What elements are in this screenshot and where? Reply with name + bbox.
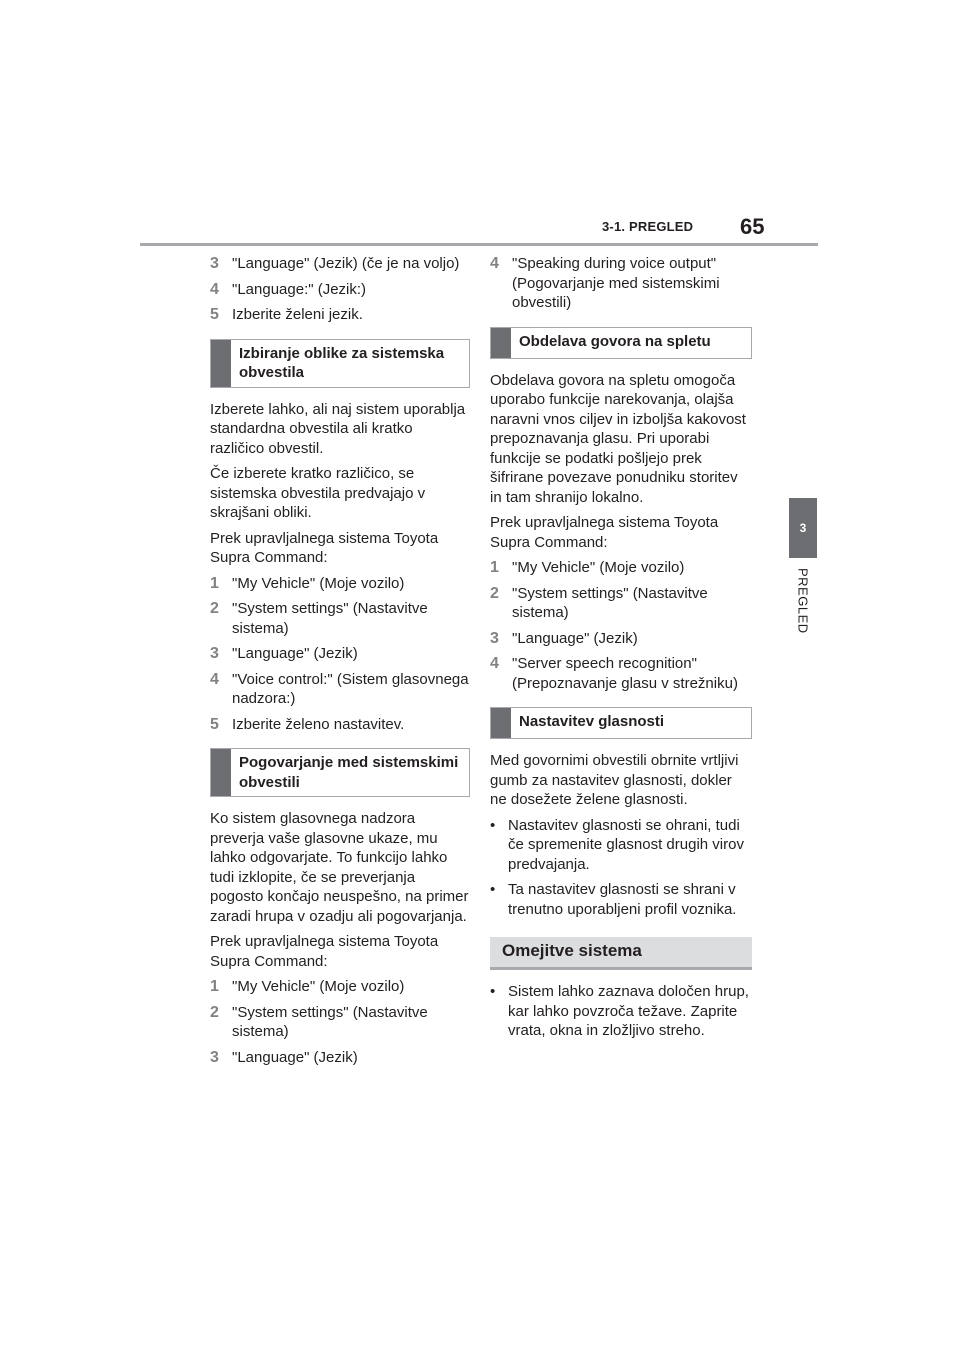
step-number: 1 [210, 574, 219, 592]
bullet-text: Sistem lahko zaznava določen hrup, kar lahko povzroča težave. Zaprite vrata, okna in zložljivo streho. [508, 983, 749, 1039]
section-heading: Izbiranje oblike za sistemska obvestila [239, 344, 445, 381]
step-number: 1 [490, 559, 499, 576]
step-item [210, 574, 470, 594]
chapter-label: PREGLED [795, 568, 811, 634]
section-heading: Pogovarjanje med sistemskimi obvestili [239, 754, 459, 791]
step-item [210, 977, 470, 997]
section-heading-box [490, 327, 752, 359]
bullet-item [490, 816, 752, 875]
step-item [210, 1048, 470, 1068]
major-heading-box [490, 937, 752, 970]
step-item [210, 599, 470, 638]
step-number: 4 [210, 280, 219, 298]
step-number: 2 [210, 1003, 219, 1021]
bullet-list [490, 982, 752, 1041]
step-item [210, 305, 470, 325]
step-list [490, 558, 752, 693]
right-column [490, 254, 752, 1047]
step-number: 2 [490, 584, 499, 602]
step-number: 3 [210, 255, 219, 272]
paragraph: Med govornimi obvestili obrnite vrtljivi gumb za nastavitev glasnosti, dokler ne dosežete želene glasnosti. [490, 752, 739, 808]
bullet-icon: • [490, 881, 496, 898]
paragraph: Prek upravljalnega sistema Toyota Supra Command: [490, 514, 719, 551]
step-list [490, 254, 752, 313]
step-text: "System settings" (Nastavitve sistema) [512, 584, 708, 621]
paragraph: Izberete lahko, ali naj sistem uporablja standardna obvestila ali kratko različico obvestil. [210, 400, 466, 457]
step-text: "Language" (Jezik) [512, 629, 638, 647]
step-item [490, 254, 752, 313]
page-number: 65 [740, 214, 765, 239]
bullet-item [490, 982, 752, 1041]
step-text: "My Vehicle" (Moje vozilo) [232, 978, 405, 995]
step-number: 4 [210, 670, 219, 688]
step-number: 5 [210, 306, 219, 323]
major-heading: Omejitve sistema [502, 941, 642, 960]
step-number: 4 [490, 655, 499, 672]
section-heading-box [210, 748, 470, 797]
step-list [210, 574, 470, 735]
step-item [490, 558, 752, 578]
step-item [210, 715, 470, 735]
step-text: "Speaking during voice output" (Pogovarjanje med sistemskimi obvestili) [512, 255, 720, 311]
step-number: 2 [210, 600, 219, 617]
left-column [210, 254, 470, 1073]
paragraph: Če izberete kratko različico, se sistemska obvestila predvajajo v skrajšani obliki. [210, 465, 426, 521]
step-number: 3 [210, 1048, 219, 1066]
bullet-list [490, 816, 752, 920]
step-item [490, 654, 752, 693]
step-list [210, 977, 470, 1067]
step-text: "Language:" (Jezik:) [232, 280, 367, 298]
heading-bar [211, 749, 231, 796]
step-text: "System settings" (Nastavitve sistema) [232, 600, 428, 637]
step-text: Izberite želeno nastavitev. [232, 715, 405, 733]
step-item [210, 1003, 470, 1042]
paragraph: Obdelava govora na spletu omogoča uporabo funkcije narekovanja, olajša naravni vnos ciljev in izboljša kakovost prepoznavanja glasu. Pri uporabi funkcije se podatki pošljejo prek šifrirane povezave ponudniku storitev in tam shranijo lokalno. [490, 371, 746, 506]
step-item [210, 670, 470, 709]
step-item [490, 584, 752, 623]
header-rule [140, 243, 818, 246]
step-number: 5 [210, 715, 219, 733]
step-number: 3 [490, 629, 499, 647]
chapter-tab: 3 [789, 498, 817, 558]
step-item [490, 629, 752, 649]
step-text: "Language" (Jezik) [232, 1048, 358, 1066]
step-text: "My Vehicle" (Moje vozilo) [512, 559, 685, 576]
heading-bar [211, 340, 231, 387]
step-item [210, 644, 470, 664]
step-number: 1 [210, 978, 219, 995]
step-text: Izberite želeni jezik. [232, 306, 363, 323]
step-text: "Language" (Jezik) (če je na voljo) [232, 255, 460, 272]
paragraph: Ko sistem glasovnega nadzora preverja vaše glasovne ukaze, mu lahko odgovarjate. To funkcijo lahko tudi izklopite, če se preverjanja pogosto končajo neuspešno, na primer zaradi hrupa v ozadju ali pogovarjanja. [210, 810, 469, 925]
step-item [210, 254, 470, 274]
step-text: "Server speech recognition" (Prepoznavanje glasu v strežniku) [512, 655, 738, 692]
step-text: "System settings" (Nastavitve sistema) [232, 1003, 428, 1040]
bullet-icon: • [490, 983, 496, 1000]
step-item [210, 280, 470, 300]
section-title: 3-1. PREGLED [602, 219, 694, 234]
bullet-item [490, 880, 752, 919]
section-heading: Obdelava govora na spletu [519, 332, 711, 350]
step-text: "Voice control:" (Sistem glasovnega nadzora:) [232, 670, 469, 707]
paragraph: Prek upravljalnega sistema Toyota Supra Command: [210, 529, 439, 566]
heading-bar [491, 328, 511, 358]
section-heading: Nastavitev glasnosti [519, 713, 665, 730]
step-list [210, 254, 470, 325]
bullet-text: Nastavitev glasnosti se ohrani, tudi če spremenite glasnost drugih virov predvajanja. [508, 816, 744, 873]
bullet-text: Ta nastavitev glasnosti se shrani v trenutno uporabljeni profil voznika. [508, 881, 737, 918]
step-number: 3 [210, 645, 219, 662]
heading-bar [491, 708, 511, 738]
section-heading-box [490, 707, 752, 739]
bullet-icon: • [490, 816, 496, 834]
step-number: 4 [490, 255, 499, 272]
step-text: "My Vehicle" (Moje vozilo) [232, 574, 405, 592]
step-text: "Language" (Jezik) [232, 645, 358, 662]
paragraph: Prek upravljalnega sistema Toyota Supra Command: [210, 933, 439, 970]
section-heading-box [210, 339, 470, 388]
